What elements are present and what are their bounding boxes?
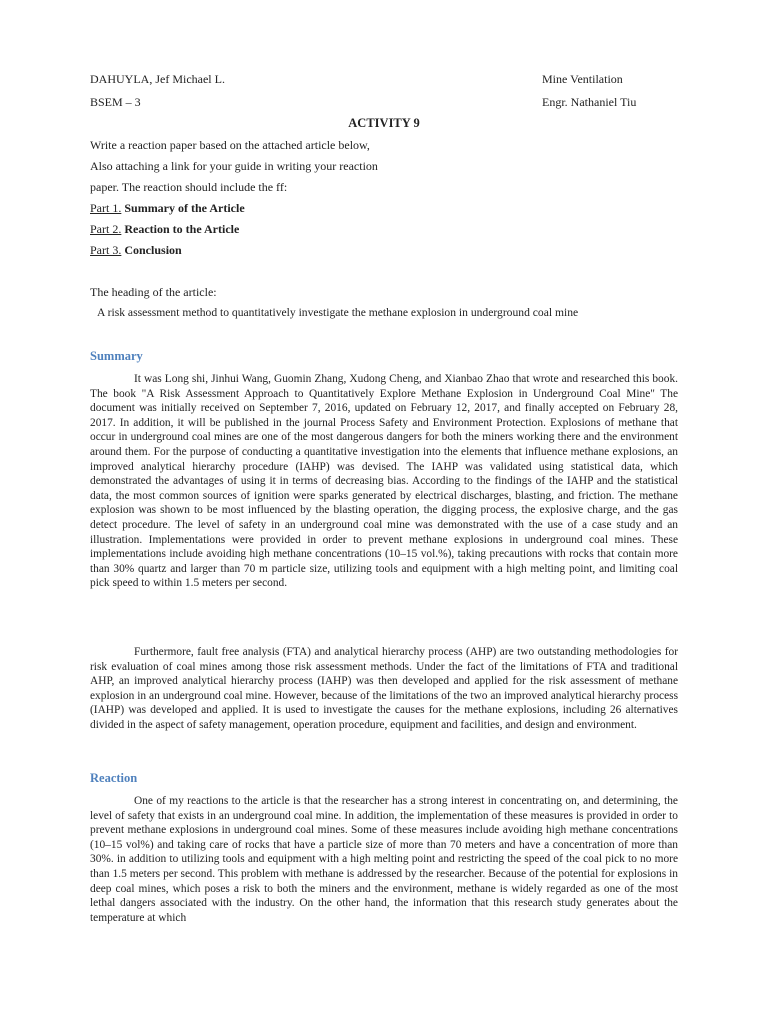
part-text: Reaction to the Article xyxy=(124,222,240,236)
part-text: Conclusion xyxy=(124,243,182,257)
instruction-line: Also attaching a link for your guide in writing your reaction xyxy=(90,159,378,173)
part-text: Summary of the Article xyxy=(124,201,245,215)
article-title: A risk assessment method to quantitatively investigate the methane explosion in underground coal mine xyxy=(97,306,579,319)
instruction-line: Write a reaction paper based on the attached article below, xyxy=(90,138,370,152)
instructor-name: Engr. Nathaniel Tiu xyxy=(542,95,637,109)
part-item xyxy=(90,201,245,216)
reaction-paragraph: One of my reactions to the article is that the researcher has a strong interest in concentrating on, and determining, the level of safety that exists in an underground coal mine. In addition, the implementation of these measures is provided in order to prevent methane explosions in underground coal mines. Some of these measures include avoiding high methane concentrations (10–15 vol%) and taking care of rocks that have a particle size of more than 70 meters and have a concentration of more than 30%. in addition to utilizing tools and equipment with a high melting point and restricting the speed of the coal pick to no more than 1.5 meters per second. This problem with methane is addressed by the researcher. Because of the potential for explosions in deep coal mines, which poses a risk to both the miners and the environment, methane is widely regarded as one of the most lethal dangers associated with the industry. On the other hand, the information that this research study generates about the temperature at which xyxy=(90,795,678,924)
article-heading-label: The heading of the article: xyxy=(90,285,217,299)
subject-name: Mine Ventilation xyxy=(542,72,623,86)
course-year: BSEM – 3 xyxy=(90,95,141,109)
summary-heading: Summary xyxy=(90,349,143,363)
summary-paragraph: Furthermore, fault free analysis (FTA) and analytical hierarchy process (AHP) are two outstanding methodologies for risk evaluation of coal mines among those risk assessment methods. Under the fact of the limitations of FTA and traditional AHP, an improved analytical hierarchy process (IAHP) was then developed and applied for the risk assessment of methane explosion in an underground coal mine. However, because of the limitations of the two an improved analytical hierarchy process (IAHP) was developed and applied. It is used to investigate the causes for the methane explosions, including 26 alternatives divided in the aspect of safety management, operation procedure, equipment and facilities, and design and environment. xyxy=(90,646,678,731)
student-name: DAHUYLA, Jef Michael L. xyxy=(90,72,225,86)
part-item xyxy=(90,243,182,258)
part-label: Part 2. xyxy=(90,222,122,236)
part-item xyxy=(90,222,239,237)
part-label: Part 1. xyxy=(90,201,122,215)
reaction-heading: Reaction xyxy=(90,771,138,785)
part-label: Part 3. xyxy=(90,243,122,257)
instruction-line: paper. The reaction should include the ff: xyxy=(90,180,288,194)
activity-title: ACTIVITY 9 xyxy=(348,116,420,130)
summary-paragraph: It was Long shi, Jinhui Wang, Guomin Zhang, Xudong Cheng, and Xianbao Zhao that wrote and researched this book. The book "A Risk Assessment Approach to Quantitatively Explore Methane Explosion in Underground Coal Mine" The document was initially received on September 7, 2016, updated on February 12, 2017, and finally accepted on February 28, 2017. In addition, it will be published in the journal Process Safety and Environment Protection. Explosions of methane that occur in underground coal mines are one of the most dangerous dangers for both the miners working there and the environment around them. For the purpose of conducting a quantitative investigation into the elements that influence methane explosions, an improved analytical hierarchy procedure (IAHP) was devised. The IAHP was validated using statistical data, which demonstrated the advantages of using it in terms of decreasing bias. According to the findings of the IAHP and the statistical data, the most common sources of ignition were sparks generated by electrical discharges, blasting, and friction. The methane explosion was shown to be most influenced by the blasting operation, the digging process, the explosive charge, and the gas detect procedure. The level of safety in an underground coal mine was demonstrated with the use of a case study and an illustration. Implementations were provided in order to prevent methane explosions in underground coal mines. These implementations include avoiding high methane concentrations (10–15 vol.%), taking precautions with rocks that contain more than 30% quartz and larger than 70 m particle size, utilizing tools and equipment with a high melting point, and limiting coal pick speed to within 1.5 meters per second. xyxy=(90,373,678,590)
